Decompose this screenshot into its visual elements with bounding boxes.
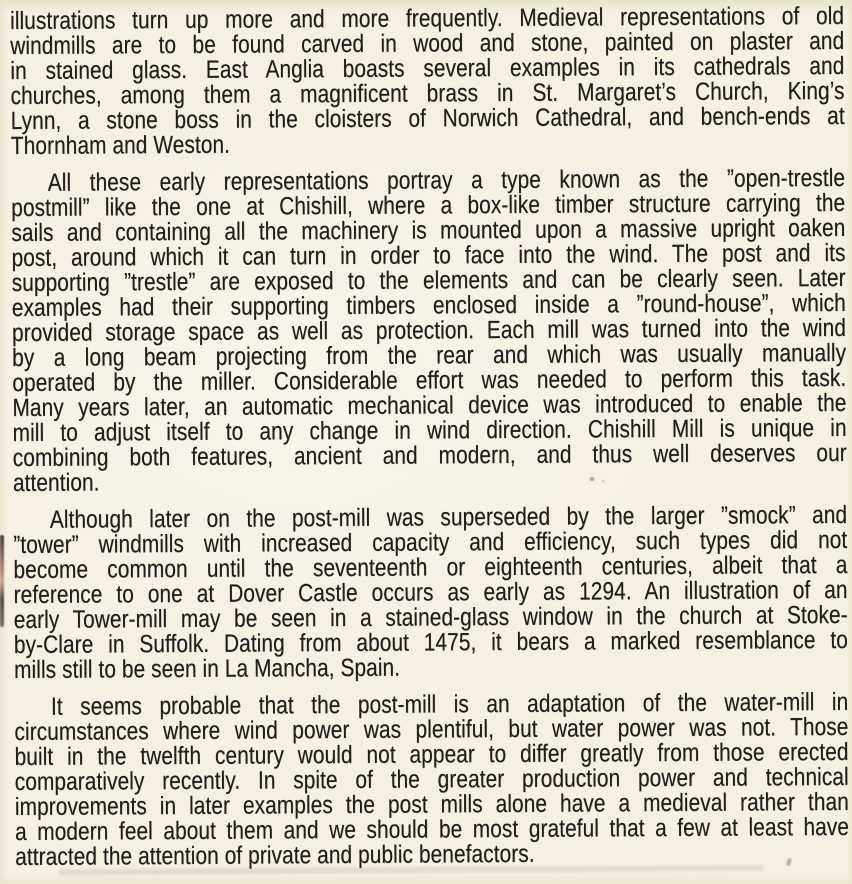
text-line: post, around which it can turn in order to face into the wind. The post and its <box>11 238 846 272</box>
text-line: postmill” like the one at Chishill, where a box-like timber structure carrying the <box>11 188 846 222</box>
text-line: combining both features, ancient and modern, and thus well deserves our <box>12 438 847 472</box>
text-line: a modern feel about them and we should be most grateful that a few at least have <box>14 812 850 846</box>
text-line: sails and containing all the machinery is mounted upon a massive upright oaken <box>11 213 846 247</box>
paragraph-4 <box>14 687 850 871</box>
text-line: provided storage space as well as protection. Each mill was turned into the wind <box>11 313 847 347</box>
text-line: It seems probable that the post-mill is an adaptation of the water-mill in <box>50 687 849 721</box>
text-line: examples had their supporting timbers enclosed inside a ”round-house”, which <box>11 288 846 322</box>
text-line: Many years later, an automatic mechanical device was introduced to enable the <box>12 388 847 422</box>
text-line: Thornham and Weston. <box>10 130 231 160</box>
text-line: ”tower” windmills with increased capacity and efficiency, such types did not <box>13 525 848 559</box>
text-line: improvements in later examples the post mills alone have a medieval rather than <box>14 787 849 821</box>
text-line: comparatively recently. In spite of the greater production power and technical <box>14 762 849 796</box>
text-line: windmills are to be found carved in wood and stone, painted on plaster and <box>10 26 845 60</box>
text-line: mill to adjust itself to any change in wind direction. Chishill Mill is unique in <box>12 413 847 447</box>
text-line: in stained glass. East Anglia boasts several examples in its cathedrals and <box>10 51 845 85</box>
text-line: early Tower-mill may be seen in a stained-glass window in the church at Stoke- <box>13 600 848 634</box>
page-text <box>9 1 850 871</box>
text-line: reference to one at Dover Castle occurs as early as 1294. An illustration of an <box>13 575 848 609</box>
text-line: built in the twelfth century would not appear to differ greatly from those erected <box>14 737 849 771</box>
paragraph-1 <box>9 1 845 160</box>
scan-artifact-speck <box>590 477 594 481</box>
text-line: illustrations turn up more and more frequently. Medieval representations of old <box>9 1 845 35</box>
text-line: operated by the miller. Considerable effort was needed to perform this task. <box>12 363 847 397</box>
paragraph-3 <box>13 500 848 684</box>
text-line: churches, among them a magnificent brass in St. Margaret’s Church, King’s <box>10 76 845 110</box>
paragraph-2 <box>11 163 847 497</box>
text-line: supporting ”trestle” are exposed to the elements and can be clearly seen. Later <box>11 263 846 297</box>
text-line: Although later on the post-mill was superseded by the larger ”smock” and <box>49 500 848 534</box>
text-line: attracted the attention of private and public benefactors. <box>15 839 535 871</box>
text-line: by a long beam projecting from the rear and which was usually manually <box>12 338 847 372</box>
text-line: attention. <box>12 468 100 497</box>
text-line: become common until the seventeenth or eighteenth centuries, albeit that a <box>13 550 848 584</box>
text-line: circumstances where wind power was plentiful, but water power was not. Those <box>14 712 849 746</box>
text-line: mills still to be seen in La Mancha, Spain. <box>13 653 401 684</box>
text-line: by-Clare in Suffolk. Dating from about 1475, it bears a marked resemblance to <box>13 625 848 659</box>
scan-artifact-left-edge-smudge <box>0 535 4 627</box>
text-line: All these early representations portray a type known as the ”open-trestle <box>47 163 846 197</box>
text-line: Lynn, a stone boss in the cloisters of Norwich Cathedral, and bench-ends at <box>10 101 845 135</box>
